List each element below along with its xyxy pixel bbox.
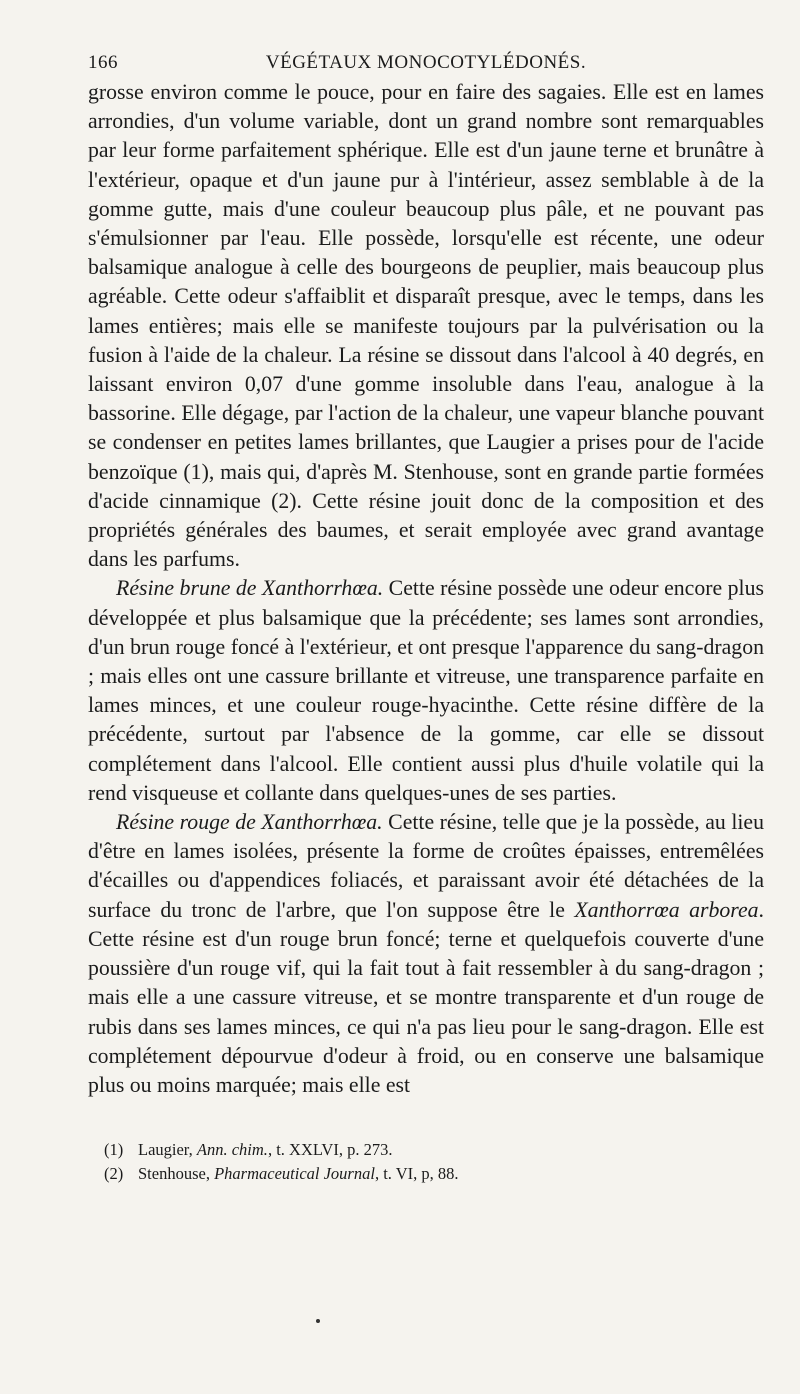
species-name: Xanthorrœa arborea <box>574 897 759 922</box>
footnote-2 <box>104 1162 764 1186</box>
section-title-brown-resin: Résine brune de Xanthorrhœa. <box>116 576 384 601</box>
paragraph-2-text: Cette résine possède une odeur encore plus développée et plus balsamique que la précédente; ses lames sont arrondies, d'un brun rouge foncé à l'extérieur, et ont presque l'apparence du sang-dragon ; mais elles ont une cassure brillante et vitreuse, une transparence parfaite en lames minces, et une couleur rouge-hyacinthe. Cette résine diffère de la précédente, surtout par l'absence de la gomme, car elle se dissout complétement dans l'alcool. Elle contient aussi plus d'huile volatile qui la rend visqueuse et collante dans quelques-unes de ses parties. <box>88 576 764 805</box>
section-title-red-resin: Résine rouge de Xanthorrhœa. <box>116 810 383 835</box>
page-header <box>88 42 764 78</box>
footnote-1-ref: , t. XXLVI, p. 273. <box>267 1140 393 1160</box>
paragraph-3 <box>88 808 764 1100</box>
print-speck <box>316 1319 320 1323</box>
footnote-1-source: Ann. chim. <box>196 1140 268 1160</box>
paragraph-3-text-part-1: Cette résine, telle que je la possède, au lieu d'être en lames isolées, présente la forme de croûtes épaisses, entremêlées d'écailles ou d'appendices foliacés, et paraissant avoir été détachées de la surface du tronc de l'arbre, que l'on suppose être le <box>88 810 765 922</box>
paragraph-1 <box>88 78 764 574</box>
body-text <box>88 78 764 1100</box>
footnote-1-mark: (1) <box>104 1140 124 1160</box>
page-number: 166 <box>88 52 118 73</box>
footnote-1-author: Laugier, <box>138 1140 197 1160</box>
running-head: VÉGÉTAUX MONOCOTYLÉDONÉS. <box>265 52 587 73</box>
paragraph-3-text-part-2: . Cette résine est d'un rouge brun foncé; terne et quelquefois couverte d'une poussière d'un rouge vif, qui la fait tout à fait ressembler à du sang-dragon ; mais elle a une cassure vitreuse, et se montre transparente et d'un rouge de rubis dans ses lames minces, ce qui n'a pas lieu pour le sang-dragon. Elle est complétement dépourvue d'odeur à froid, ou en conserve une balsamique plus ou moins marquée; mais elle est <box>88 897 764 1097</box>
footnotes <box>88 1138 764 1186</box>
footnote-2-source: Pharmaceutical Journal <box>214 1164 375 1184</box>
footnote-1 <box>104 1138 764 1162</box>
paragraph-1-text: grosse environ comme le pouce, pour en faire des sagaies. Elle est en lames arrondies, d'un volume variable, dont un grand nombre sont remarquables par leur forme parfaitement sphérique. Elle est d'un jaune terne et brunâtre à l'extérieur, opaque et d'un jaune pur à l'intérieur, assez semblable à de la gomme gutte, mais d'une couleur beaucoup plus pâle, et ne pouvant pas s'émulsionner par l'eau. Elle possède, lorsqu'elle est récente, une odeur balsamique analogue à celle des bourgeons de peuplier, mais beaucoup plus agréable. Cette odeur s'affaiblit et disparaît presque, avec le temps, dans les lames entières; mais elle se manifeste toujours par la pulvérisation ou la fusion à l'aide de la chaleur. La résine se dissout dans l'alcool à 40 degrés, en laissant environ 0,07 d'une gomme insoluble dans l'eau, analogue à la bassorine. Elle dégage, par l'action de la chaleur, une vapeur blanche pouvant se condenser en petites lames brillantes, que Laugier a prises pour de l'acide benzoïque (1), mais qui, d'après M. Stenhouse, sont en grande partie formées d'acide cinnamique (2). Cette résine jouit donc de la composition et des propriétés générales des baumes, et serait employée avec grand avantage dans les parfums. <box>88 80 764 572</box>
footnote-2-mark: (2) <box>104 1164 124 1184</box>
footnote-2-author: Stenhouse, <box>138 1164 215 1184</box>
paragraph-2 <box>88 574 764 808</box>
footnote-2-ref: , t. VI, p, 88. <box>374 1164 459 1184</box>
